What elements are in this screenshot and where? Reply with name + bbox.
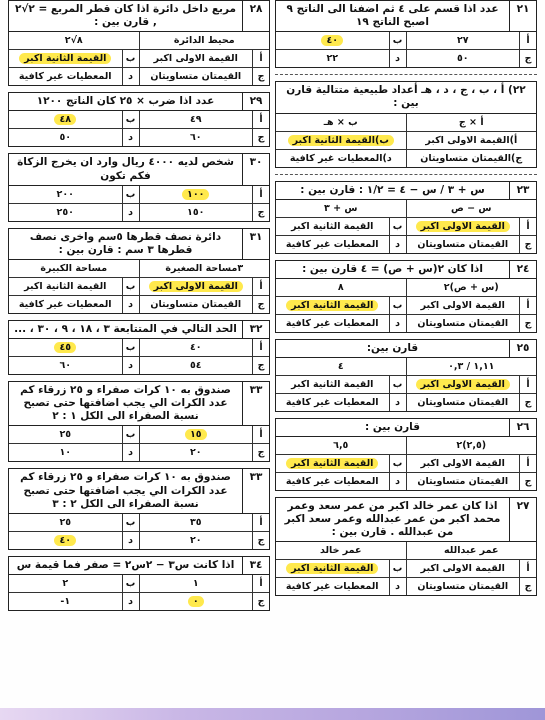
compare-first: ٣مساحة الصغيرة xyxy=(139,260,270,277)
choice-c[interactable]: القيمتان متساويتان xyxy=(406,315,520,332)
question-number: ٣٣ xyxy=(242,469,269,512)
choice-label: ج xyxy=(252,532,269,549)
choice-label: د xyxy=(389,236,406,253)
highlighted-answer: ٤٥ xyxy=(54,342,76,353)
compare-second: س + ٣ xyxy=(324,202,358,214)
choice-a[interactable]: ٢٧ xyxy=(406,32,520,49)
choice-c[interactable]: ٢٠ xyxy=(139,444,253,461)
highlighted-answer: القيمة الثانية اكبر xyxy=(286,300,378,311)
choice-b[interactable]: القيمة الثانية اكبر xyxy=(291,220,374,232)
question-23 xyxy=(275,181,537,254)
choice-b[interactable] xyxy=(9,339,122,356)
question-text: س + ٣ / س − ٤ = ١/٢ : قارن بين : xyxy=(300,183,485,196)
compare-row xyxy=(276,279,536,297)
question-number: ٢٩ xyxy=(242,93,269,110)
question-21 xyxy=(275,0,537,68)
choice-a[interactable] xyxy=(406,218,520,235)
choice-label: ب xyxy=(122,339,139,356)
choice-label: أ xyxy=(519,455,536,472)
choice-label: ج xyxy=(252,204,269,221)
highlighted-answer: القيمة الثانية اكبر xyxy=(286,563,378,574)
highlighted-answer: القيمة الثانية اكبر xyxy=(286,458,378,469)
answer-row xyxy=(276,394,536,411)
compare-first: (٢,٥)٢ xyxy=(406,437,537,454)
question-text: دائرة نصف قطرها ٥سم واخرى نصف قطرها ٣ سم : قارن بين : xyxy=(29,230,222,256)
choice-d[interactable]: المعطيات غير كافية xyxy=(285,476,379,487)
compare-second: ب × هـ xyxy=(323,116,358,128)
choice-d[interactable]: ٢٥٠ xyxy=(56,206,74,218)
question-text: عدد اذا قسم على ٤ ثم اضفنا الى الناتج ٩ اصبح الناتج ١٩ xyxy=(286,3,499,29)
choice-a[interactable]: ١ xyxy=(139,575,253,592)
highlighted-answer: القيمة الاولى اكبر xyxy=(149,281,243,292)
choice-label: ج xyxy=(252,444,269,461)
choice-b[interactable]: ٢٠٠ xyxy=(56,188,74,200)
choice-label: ج xyxy=(519,236,536,253)
compare-first: ١,١١ / ٠,٣ xyxy=(406,358,537,375)
choice-d[interactable]: د ) المعطيات غير كافية xyxy=(289,152,392,164)
choice-label: ب xyxy=(122,50,139,67)
highlighted-answer: ٤٨ xyxy=(54,114,76,125)
choice-label: ج xyxy=(519,50,536,67)
choice-d[interactable]: المعطيات غير كافية xyxy=(285,238,379,250)
choice-label: ب xyxy=(389,32,406,49)
choice-label: ج xyxy=(252,593,269,610)
choice-label: د xyxy=(389,394,406,411)
question-text: الحد التالي في المتتابعة ٣ ، ١٨ ، ٩ ، ٣٠ ، ... xyxy=(14,322,237,335)
question-text: اذا كانت س٣ − ٢س٢ = صفر فما قيمة س xyxy=(16,558,235,571)
compare-row xyxy=(276,542,536,560)
choice-label: أ xyxy=(252,575,269,592)
answer-row xyxy=(276,50,536,67)
choice-label: أ xyxy=(252,514,269,531)
question-number: ٣٣ xyxy=(242,382,269,425)
answer-row xyxy=(9,444,269,461)
choice-a[interactable]: القيمة الاولى اكبر xyxy=(139,50,253,67)
question-number: ٢٦ xyxy=(509,419,536,436)
choice-label: أ xyxy=(519,32,536,49)
compare-second: ٦,٥ xyxy=(333,440,349,451)
choice-b[interactable] xyxy=(276,455,389,472)
choice-a[interactable] xyxy=(139,426,253,443)
answer-row xyxy=(276,315,536,332)
answer-row xyxy=(276,32,536,50)
question-27 xyxy=(275,497,537,596)
choice-a[interactable]: القيمة الاولى اكبر xyxy=(406,297,520,314)
answer-row xyxy=(9,296,269,313)
answer-row xyxy=(276,218,536,236)
divider xyxy=(275,174,537,175)
question-text: صندوق به ١٠ كرات صفراء و ٢٥ زرقاء كم عدد الكرات الي يجب اضافتها حتى تصبح نسبة الصفراء الى الكل ٢ : ٣ xyxy=(20,471,231,510)
choice-a[interactable]: ٤٩ xyxy=(139,111,253,128)
compare-row xyxy=(9,260,269,278)
choice-b[interactable] xyxy=(276,132,406,149)
answer-row xyxy=(276,297,536,315)
choice-b[interactable]: ٢٥ xyxy=(59,516,72,528)
choice-a[interactable]: القيمة الاولى اكبر xyxy=(406,560,520,577)
question-33 xyxy=(8,381,270,462)
choice-c[interactable]: القيمتان متساويتان xyxy=(139,68,253,85)
compare-row xyxy=(276,437,536,455)
choice-b[interactable] xyxy=(276,560,389,577)
choice-c[interactable]: ٥٤ xyxy=(139,357,253,374)
question-number: ٣١ xyxy=(242,229,269,259)
choice-label: أ xyxy=(252,339,269,356)
left-column xyxy=(8,0,270,617)
question-text: اذا كان عمر خالد اكبر من عمر سعد وعمر محمد اكبر من عمر عبدالله وعمر سعد اكبر من عبدالله . قارن بين : xyxy=(284,500,501,539)
compare-second: ٨ xyxy=(337,281,344,293)
question-34 xyxy=(8,556,270,611)
choice-label: أ xyxy=(252,111,269,128)
compare-first: (س + ص)٢ xyxy=(406,279,537,296)
compare-row xyxy=(276,200,536,218)
compare-row xyxy=(9,32,269,50)
answer-row xyxy=(276,132,536,150)
choice-label: أ xyxy=(519,218,536,235)
compare-row xyxy=(276,358,536,376)
choice-a[interactable]: أ ) القيمة الاولى اكبر xyxy=(406,132,537,149)
choice-label: د xyxy=(389,50,406,67)
choice-label: أ xyxy=(519,560,536,577)
question-number: ٢٥ xyxy=(509,340,536,357)
choice-label: د xyxy=(122,129,139,146)
question-28 xyxy=(8,0,270,86)
highlighted-answer: القيمة الاولى اكبر xyxy=(416,221,510,232)
question-26 xyxy=(275,418,537,491)
choice-c[interactable]: ٥٠ xyxy=(406,50,520,67)
choice-c[interactable]: القيمتان متساويتان xyxy=(406,394,520,411)
divider xyxy=(275,74,537,75)
question-31 xyxy=(8,228,270,314)
choice-label: ب xyxy=(389,455,406,472)
question-29 xyxy=(8,92,270,147)
choice-label: ج xyxy=(252,68,269,85)
choice-label: د xyxy=(122,296,139,313)
choice-a[interactable] xyxy=(139,186,253,203)
highlighted-answer: ٤٠ xyxy=(321,35,343,46)
question-24 xyxy=(275,260,537,333)
question-text: قارن بين: xyxy=(366,341,419,354)
choice-b[interactable]: القيمة الثانية اكبر xyxy=(24,280,107,292)
highlighted-answer: ٤٠ xyxy=(54,535,76,546)
choice-d[interactable] xyxy=(9,532,122,549)
choice-c[interactable]: ٦٠ xyxy=(139,129,253,146)
choice-d[interactable]: المعطيات غير كافية xyxy=(285,317,379,329)
compare-first: محيط الدائرة xyxy=(139,32,270,49)
choice-b[interactable] xyxy=(9,50,122,67)
answer-row xyxy=(9,575,269,593)
choice-label: ب xyxy=(122,278,139,295)
answer-row xyxy=(276,473,536,490)
choice-label: ج xyxy=(519,473,536,490)
choice-label: ب xyxy=(389,376,406,393)
answer-row xyxy=(276,455,536,473)
choice-label: أ xyxy=(252,186,269,203)
answer-row xyxy=(9,50,269,68)
choice-label: ب xyxy=(122,186,139,203)
choice-label: أ xyxy=(519,297,536,314)
choice-d[interactable]: المعطيات غير كافية xyxy=(18,298,112,310)
choice-a[interactable] xyxy=(406,376,520,393)
choice-c[interactable]: القيمتان متساويتان xyxy=(406,236,520,253)
choice-b[interactable] xyxy=(276,297,389,314)
choice-c[interactable]: ٢٠ xyxy=(139,532,253,549)
answer-row xyxy=(9,532,269,549)
choice-label: د xyxy=(122,68,139,85)
choice-label: ب xyxy=(122,426,139,443)
choice-b[interactable]: القيمة الثانية اكبر xyxy=(291,378,374,390)
choice-label: ج xyxy=(519,315,536,332)
highlighted-answer: ١٥ xyxy=(185,429,207,440)
choice-d[interactable]: ٦٠ xyxy=(59,360,72,371)
question-text: مربع داخل دائرة اذا كان قطر المربع = ٢√٢ , قارن بين : xyxy=(14,3,237,29)
choice-c[interactable]: ١٥٠ xyxy=(139,204,253,221)
question-text: شخص لديه ٤٠٠٠ ريال وارد ان يخرج الزكاة فكم تكون xyxy=(17,156,234,182)
compare-first: عمر عبدالله xyxy=(406,542,537,559)
choice-c[interactable]: القيمتان متساويتان xyxy=(406,578,520,595)
right-column xyxy=(275,0,537,602)
choice-label: د xyxy=(122,357,139,374)
answer-row xyxy=(276,578,536,595)
choice-d[interactable]: ٥٠ xyxy=(59,132,72,144)
choice-label: أ xyxy=(252,278,269,295)
answer-row xyxy=(9,68,269,85)
question-22 xyxy=(275,81,537,167)
choice-d[interactable]: المعطيات غير كافية xyxy=(285,396,379,408)
highlighted-answer: ب)القيمة الثانية اكبر xyxy=(288,135,394,146)
choice-a[interactable]: القيمة الاولى اكبر xyxy=(406,455,520,472)
choice-label: د xyxy=(389,578,406,595)
answer-row xyxy=(276,150,536,167)
choice-label: د xyxy=(122,204,139,221)
compare-second: ٨√٢ xyxy=(64,35,83,47)
choice-b[interactable] xyxy=(276,32,389,49)
choice-label: أ xyxy=(519,376,536,393)
answer-row xyxy=(9,593,269,610)
answer-row xyxy=(9,129,269,146)
choice-label: د xyxy=(122,593,139,610)
compare-first: أ × ج xyxy=(406,114,537,131)
answer-row xyxy=(276,560,536,578)
choice-label: ب xyxy=(122,514,139,531)
highlighted-answer: القيمة الثانية اكبر xyxy=(19,53,111,64)
compare-second: مساحة الكبيرة xyxy=(40,262,108,274)
answer-row xyxy=(276,236,536,253)
question-text: ٢٢) أ ، ب ، ج ، د ، هـ أعداد طبيعية متتالية قارن بين : xyxy=(286,84,526,110)
question-text: صندوق به ١٠ كرات صفراء و ٢٥ زرقاء كم عدد الكرات الي يجب اضافتها حتى تصبح نسبة الصفراء الى الكل ١ : ٢ xyxy=(20,384,231,423)
choice-label: ب xyxy=(122,575,139,592)
highlighted-answer: القيمة الاولى اكبر xyxy=(416,379,510,390)
question-25 xyxy=(275,339,537,412)
bottom-gradient-bar xyxy=(0,708,545,720)
choice-label: د xyxy=(122,444,139,461)
choice-label: ب xyxy=(389,560,406,577)
answer-row xyxy=(9,278,269,296)
choice-label: ب xyxy=(122,111,139,128)
choice-a[interactable]: ٤٠ xyxy=(139,339,253,356)
question-number: ٢٨ xyxy=(242,1,269,31)
question-text: قارن بين : xyxy=(364,420,420,433)
choice-c[interactable]: ج ) القيمتان متساويتان xyxy=(406,150,537,167)
question-text: اذا كان ٢(س + ص) = ٤ قارن بين : xyxy=(302,262,483,275)
answer-row xyxy=(276,376,536,394)
question-text: عدد اذا ضرب × ٢٥ كان الناتج ١٢٠٠ xyxy=(36,95,215,108)
choice-d[interactable]: المعطيات غير كافية xyxy=(18,71,112,83)
choice-d[interactable]: ١٠ xyxy=(59,447,72,459)
choice-c[interactable]: القيمتان متساويتان xyxy=(139,296,253,313)
question-number: ٣٤ xyxy=(242,557,269,574)
choice-label: ج xyxy=(519,394,536,411)
choice-label: ب xyxy=(389,297,406,314)
compare-row xyxy=(276,114,536,132)
choice-a[interactable] xyxy=(139,278,253,295)
choice-label: ج xyxy=(252,357,269,374)
choice-b[interactable]: ٢٥ xyxy=(59,429,72,441)
answer-row xyxy=(9,426,269,444)
answer-row xyxy=(9,111,269,129)
choice-c[interactable]: القيمتان متساويتان xyxy=(406,473,520,490)
compare-second: ٤ xyxy=(337,360,344,372)
choice-label: د xyxy=(389,315,406,332)
choice-c[interactable] xyxy=(139,593,253,610)
choice-d[interactable]: المعطيات غير كافية xyxy=(285,581,379,593)
choice-b[interactable] xyxy=(9,111,122,128)
highlighted-answer: ١٠٠ xyxy=(182,189,209,200)
choice-label: ج xyxy=(252,296,269,313)
compare-second: عمر خالد xyxy=(319,545,362,557)
question-number: ٢١ xyxy=(509,1,536,31)
choice-label: ج xyxy=(519,578,536,595)
question-30 xyxy=(8,153,270,221)
question-number: ٢٣ xyxy=(509,182,536,199)
question-number: ٣٢ xyxy=(242,321,269,338)
choice-d[interactable]: ٢٢ xyxy=(326,53,339,65)
question-number: ٣٠ xyxy=(242,154,269,184)
choice-label: ج xyxy=(252,129,269,146)
answer-row xyxy=(9,357,269,374)
answer-row xyxy=(9,339,269,357)
highlighted-answer: ٠ xyxy=(188,596,204,607)
choice-label: د xyxy=(122,532,139,549)
choice-label: د xyxy=(389,473,406,490)
question-32 xyxy=(8,320,270,375)
choice-a[interactable]: ٣٥ xyxy=(139,514,253,531)
choice-label: أ xyxy=(252,50,269,67)
question-number: ٢٧ xyxy=(509,498,536,541)
compare-first: س − ص xyxy=(406,200,537,217)
answer-row xyxy=(9,204,269,221)
question-33-variant xyxy=(8,468,270,549)
choice-label: ب xyxy=(389,218,406,235)
choice-b[interactable]: ٢ xyxy=(62,577,69,589)
answer-row xyxy=(9,186,269,204)
answer-row xyxy=(9,514,269,532)
choice-d[interactable]: ١- xyxy=(60,595,71,607)
question-number: ٢٤ xyxy=(509,261,536,278)
choice-label: أ xyxy=(252,426,269,443)
